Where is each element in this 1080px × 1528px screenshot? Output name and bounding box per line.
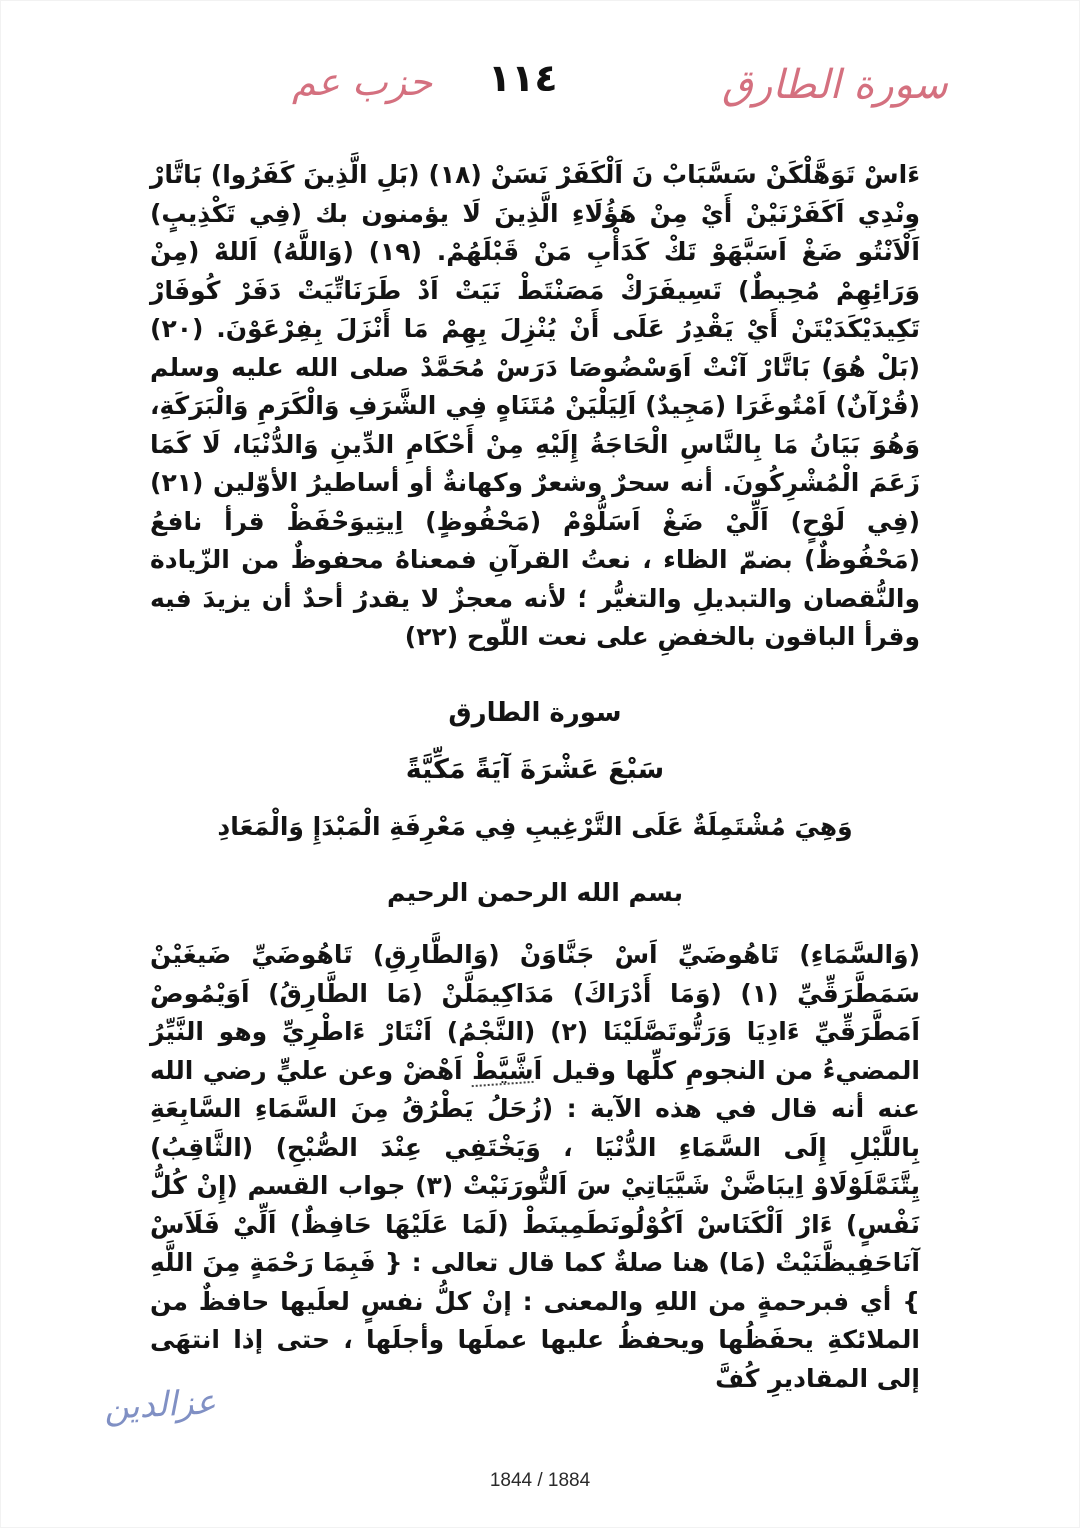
- sura-title: سورة الطارق: [448, 698, 622, 728]
- page-number: ١١٤: [488, 56, 558, 100]
- page-pagination: 1844 / 1884: [489, 1470, 591, 1491]
- commentary-text-bottom: (وَالسَّمَاءِ) تَاهُوضَيِّ اَسْ جَنَّاوَنْ (وَالطَّارِقِ) تَاهُوضَيِّ ضَيغَيْنْ سَمَطَّرَقِّيِّ (١) (وَمَا أَدْرَاكَ) مَدَاكِيمَلَّنْ (مَا الطَّارِقُ) اَوَيْمُوصْ اَمَطَّرَقِّيِّ ءَادِيَا وَرَتُّوتَصَّلَيْنَا (٢) (النَّجْمُ) اَنْتَارْ ءَاطْرِيِّ وهو النَّيِّرُ المضيءُ من النجومِ كلِّها وقيل اَشَّيَّطْ اَهْضْ وعن عليٍّ رضي الله عنه أنه قال في هذه الآية : (زُحَلُ يَطْرُقُ مِنَ السَّمَاءِ السَّابِعَةِ بِاللَّيْلِ إِلَى السَّمَاءِ الدُّنْيَا ، وَيَخْتَفِي عِنْدَ الصُّبْحِ) (الثَّاقِبُ) يِتَّنَمَّلَوْلَاوْ اِيبَاضَّنْ شَيَّيَاتِيْ سَ اَلتُّورَنَيْتْ (٣) جواب القسم (إِنْ كُلُّ نَفْسٍ) ءَارْ اَلْكَنَاسْ اَكُوْلُونَطَمِينَطْ (لَمَا عَلَيْهَا حَافِظٌ) اَلِّيْ فَلَاَسْ آنَاحَفِيظَّنَيْتْ (مَا) هنا صلةٌ كما قال تعالى : { فَبِمَا رَحْمَةٍ مِنَ اللَّهِ } أي فبرحمةٍ من اللهِ والمعنى : إنْ كلُّ نفسٍ لعلَيها حافظٌ من الملائكةِ يحفَظُها ويحفظُ عليها عملَها وأجلَها ، حتى إذا انتهَى إلى المقاديرِ كُفَّ: [150, 940, 921, 1393]
- basmala: بسم الله الرحمن الرحيم: [387, 878, 683, 907]
- handwritten-hizb-note: حزب عم: [292, 60, 433, 104]
- sura-description: وَهِيَ مُشْتَمِلَةٌ عَلَى التَّرْغِيبِ فِي مَعْرِفَةِ الْمَبْدَإِ وَالْمَعَادِ: [217, 812, 853, 841]
- commentary-text-top: ءَاسْ تَوَهَّلْكَنْ سَسَّبَابْ نَ اَلْكَفَرْ نَسَنْ (١٨) (بَلِ الَّذِينَ كَفَرُوا) بَاتَّارْ وِنْدِي اَكَفَرْنَيْنْ أَيْ مِنْ هَؤُلَاءِ الَّذِينَ لَا يؤمنون بك (فِي تَكْذِيبٍ) اَلْاَنْتُو ضَغْ اَسَبَّهَوْ تَكْ كَدَأْبِ مَنْ قَبْلَهُمْ. (١٩) (وَاللَّهُ) اَللهْ (مِنْ وَرَائِهِمْ مُحِيطٌ) تَسِيفَرَكْ مَصَنْتَطْ نَيَتْ اَدْ طَرَنَاتِّيَتْ دَفَرْ كُوفَارْ تَكِيدَيْكَدَيْتَنْ أَيْ يَقْدِرُ عَلَى أَنْ يُنْزِلَ بِهِمْ مَا أَنْزَلَ بِفِرْعَوْنَ. (٢٠) (بَلْ هُوَ) بَاتَّارْ آنْتْ اَوَسْضُوصَا دَرَسْ مُحَمَّدْ صلى الله عليه وسلم (قُرْآنٌ) اَمْتُوغَرَا (مَجِيدٌ) اَلِيَلْيَنْ مُتَنَاهٍ فِي الشَّرَفِ وَالْكَرَمِ وَالْبَرَكَةِ، وَهُوَ بَيَانُ مَا بِالنَّاسِ الْحَاجَةُ إِلَيْهِ مِنْ أَحْكَامِ الدِّينِ وَالدُّنْيَا، لَا كَمَا زَعَمَ الْمُشْرِكُونَ. أنه سحرٌ وشعرٌ وكهانةٌ أو أساطيرُ الأوّلين (٢١) (فِي لَوْحٍ) اَلِّيْ ضَغْ اَسَلُّوْمْ (مَحْفُوظٍ) اِيتِيوَحْفَظْ قرأ نافعُ (مَحْفُوظٌ) بضمّ الظاء ، نعتُ القرآنِ فمعناهُ محفوظٌ من الزّيادة والنُّقصان والتبديلِ والتغيُّر ؛ لأنه معجزٌ لا يقدرُ أحدٌ أن يزيدَ فيه وقرأ الباقون بالخفضِ على نعت اللّوح (٢٢): [150, 160, 920, 651]
- handwritten-sura-note: سورة الطارق: [722, 62, 948, 108]
- sura-ayat-count: سَبْعَ عَشْرَةَ آيَةً مَكِّيَّةً: [405, 754, 665, 785]
- handwritten-signature: عزالدين: [103, 1382, 218, 1428]
